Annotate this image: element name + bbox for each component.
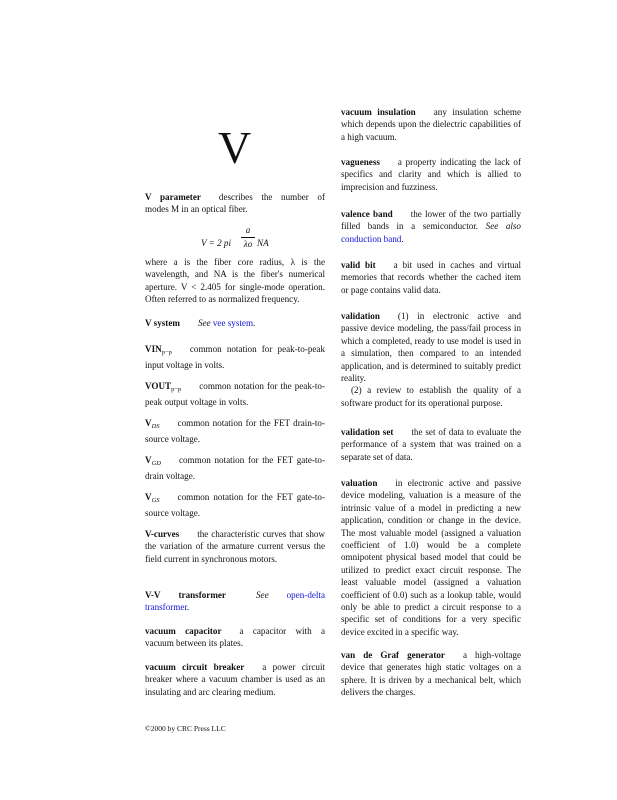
- term: V system: [145, 318, 180, 328]
- term: V parameter: [145, 192, 201, 202]
- term-subscript: p−p: [171, 386, 182, 393]
- entry-vacuum-insulation: [341, 106, 521, 143]
- entry-validation: [341, 310, 521, 409]
- link-conduction-band[interactable]: conduction band: [341, 233, 402, 244]
- entry-vagueness: [341, 156, 521, 193]
- formula: [145, 225, 325, 255]
- section-letter: V: [218, 122, 252, 173]
- term: valence band: [341, 209, 393, 219]
- entry-vgd: [145, 454, 325, 483]
- term: V: [145, 418, 152, 428]
- link-vee-system[interactable]: vee system: [212, 318, 254, 328]
- definition-1: (1) in electronic active and passive device modeling, the pass/fail process in which a completed, ready to use model is used in a simulation, then compared to an intended application, and is determined to suitably predict reality.: [341, 311, 521, 384]
- formula-denominator: λo: [243, 239, 253, 249]
- entry-valence-band: [341, 208, 521, 245]
- entry-v-parameter: [145, 191, 325, 216]
- definition: the lower of the two partially filled bands in a semiconductor.: [341, 209, 522, 232]
- entry-vin: [145, 343, 325, 372]
- entry-van-de-graf-generator: [341, 649, 521, 699]
- entry-valuation: [341, 477, 521, 638]
- see-label: See also: [485, 221, 521, 232]
- definition: common notation for the FET gate-to-source voltage.: [145, 492, 325, 519]
- term: validation set: [341, 427, 394, 437]
- entry-vout: [145, 380, 325, 409]
- term: valuation: [341, 478, 378, 488]
- term-subscript: DS: [151, 423, 160, 430]
- entry-vv-transformer: [145, 589, 325, 614]
- term: valid bit: [341, 260, 376, 270]
- definition: common notation for the FET gate-to-drain voltage.: [145, 455, 325, 482]
- term: van de Graf generator: [341, 650, 445, 660]
- definition: in electronic active and passive device modeling, valuation is a measure of the intrinsic value of a model in predicting a new application, condition or change in the device. The most valuable model (assigned a valuation coefficient of 1.0) would be a complete omnipotent physical based model that could be utilized to predict exact circuit response. The least valuable model (assigned a valuation coefficient of 0.0) such as a lookup table, would only be able to predict a circuit response to a specific set of conditions for a very specific device excited in a specific way.: [341, 478, 521, 637]
- formula-lhs: V = 2 pi: [201, 238, 231, 248]
- entry-v-system: [145, 317, 325, 329]
- term: vacuum insulation: [341, 107, 416, 117]
- formula-rhs: NA: [257, 238, 269, 248]
- term-subscript: GD: [151, 460, 161, 467]
- punct: .: [401, 233, 404, 244]
- footer-copyright: ©2000 by CRC Press LLC: [145, 724, 226, 733]
- explanation-text: where a is the fiber core radius, λ is the wavelength, and NA is the fiber's numerical aperture. V < 2.405 for single-mode operation. Often referred to as normalized frequency.: [145, 257, 325, 305]
- term: VIN: [145, 344, 162, 354]
- definition: a bit used in caches and virtual memories that records whether the cached item or page contains valid data.: [341, 260, 521, 295]
- definition: a capacitor with a vacuum between its plates.: [145, 626, 325, 649]
- definition-2: (2) a review to establish the quality of a software product for its operational purpose.: [341, 385, 521, 408]
- term: V-curves: [145, 529, 180, 539]
- link-open-delta-transformer[interactable]: open-delta transformer: [145, 590, 325, 613]
- definition: the characteristic curves that show the variation of the armature current versus the field current in synchronous motors.: [145, 529, 325, 564]
- term: vacuum capacitor: [145, 626, 222, 636]
- definition: common notation for peak-to-peak input voltage in volts.: [145, 344, 325, 371]
- definition: a power circuit breaker where a vacuum chamber is used as an insulating and arc clearing medium.: [145, 662, 325, 697]
- v-parameter-explanation: [145, 256, 325, 306]
- entry-validation-set: [341, 426, 521, 463]
- term: VOUT: [145, 381, 172, 391]
- definition: common notation for the FET drain-to-source voltage.: [145, 418, 325, 445]
- term: V: [145, 455, 152, 465]
- entry-valid-bit: [341, 259, 521, 296]
- definition: the set of data to evaluate the performance of a system that was trained on a separate set of data.: [341, 427, 521, 462]
- term-subscript: p−p: [161, 349, 172, 356]
- punct: .: [253, 318, 256, 328]
- formula-numerator: a: [245, 225, 251, 235]
- entry-vacuum-circuit-breaker: [145, 661, 325, 698]
- term: vagueness: [341, 157, 380, 167]
- definition: describes the number of modes M in an optical fiber.: [145, 192, 325, 215]
- formula-fraction: [241, 225, 255, 250]
- see-label: See: [255, 590, 269, 600]
- definition: a property indicating the lack of specifics and clarity and which is allied to imprecision and fuzziness.: [341, 157, 521, 192]
- entry-vacuum-capacitor: [145, 625, 325, 650]
- definition: any insulation scheme which depends upon the dielectric capabilities of a high vacuum.: [341, 107, 521, 142]
- term: vacuum circuit breaker: [145, 662, 245, 672]
- term-subscript: GS: [151, 497, 160, 504]
- term: V: [145, 492, 152, 502]
- entry-v-curves: [145, 528, 325, 565]
- definition: a high-voltage device that generates high static voltages on a sphere. It is driven by a mechanical belt, which delivers the charges.: [341, 650, 521, 698]
- term: V-V transformer: [145, 590, 226, 600]
- definition: common notation for the peak-to-peak output voltage in volts.: [145, 381, 325, 408]
- term: validation: [341, 311, 380, 321]
- punct: .: [186, 602, 190, 613]
- entry-vgs: [145, 491, 325, 520]
- entry-vds: [145, 417, 325, 446]
- see-label: See: [197, 318, 211, 328]
